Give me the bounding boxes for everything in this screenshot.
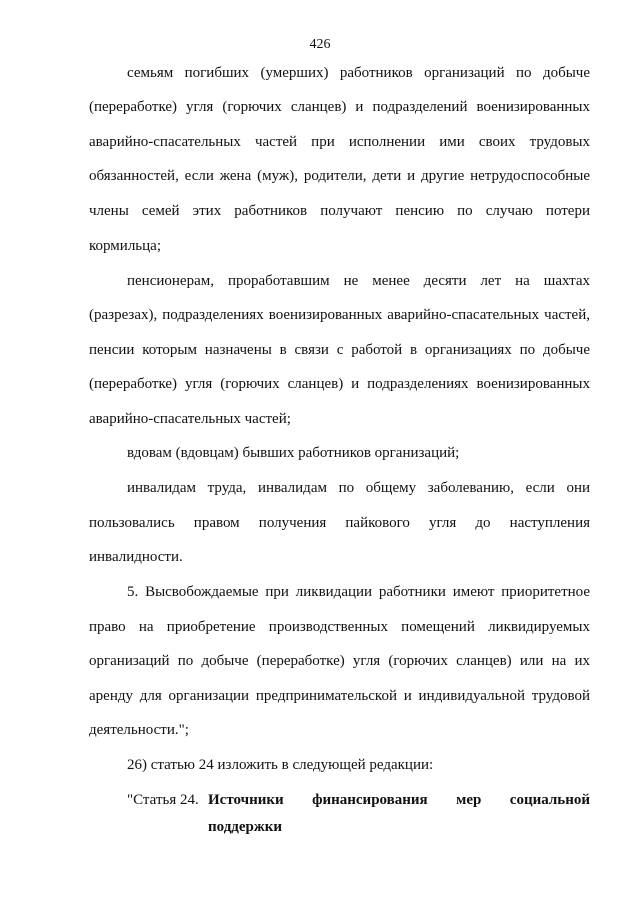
text-line: пенсионерам, проработавшим не менее десяти лет на шахтах	[127, 273, 590, 289]
text-line: организаций по добыче (переработке) угля (горючих сланцев) или на их	[89, 653, 590, 669]
text-line: деятельности.";	[89, 722, 189, 738]
text-line: аренду для организации предпринимательской и индивидуальной трудовой	[89, 688, 590, 704]
text-line: пользовались правом получения пайкового угля до наступления	[89, 515, 590, 531]
text-line: 5. Высвобождаемые при ликвидации работники имеют приоритетное	[127, 584, 590, 600]
text-line: вдовам (вдовцам) бывших работников организаций;	[127, 445, 460, 461]
text-line: инвалидам труда, инвалидам по общему заболеванию, если они	[127, 480, 590, 496]
page-number: 426	[309, 37, 331, 52]
text-line: кормильца;	[89, 238, 161, 254]
text-line: 26) статью 24 изложить в следующей редакции:	[127, 757, 434, 773]
article-title-continued: поддержки	[208, 819, 283, 835]
text-line: члены семей этих работников получают пенсию по случаю потери	[89, 203, 590, 219]
text-line: пенсии которым назначены в связи с работой в организациях по добыче	[89, 342, 590, 358]
text-line: (переработке) угля (горючих сланцев) и подразделениях военизированных	[89, 376, 590, 392]
text-line: (разрезах), подразделениях военизированных аварийно-спасательных частей,	[89, 307, 590, 323]
text-line: (переработке) угля (горючих сланцев) и подразделений военизированных	[89, 99, 590, 115]
text-line: право на приобретение производственных помещений ликвидируемых	[89, 619, 590, 635]
article-label: "Статья 24.	[127, 792, 199, 808]
text-line: аварийно-спасательных частей;	[89, 411, 291, 427]
text-line: инвалидности.	[89, 549, 183, 565]
text-line: аварийно-спасательных частей при исполнении ими своих трудовых	[89, 134, 590, 150]
text-line: обязанностей, если жена (муж), родители, дети и другие нетрудоспособные	[89, 168, 590, 184]
text-line: семьям погибших (умерших) работников организаций по добыче	[127, 65, 590, 81]
article-title: Источники финансирования мер социальной	[208, 792, 590, 808]
